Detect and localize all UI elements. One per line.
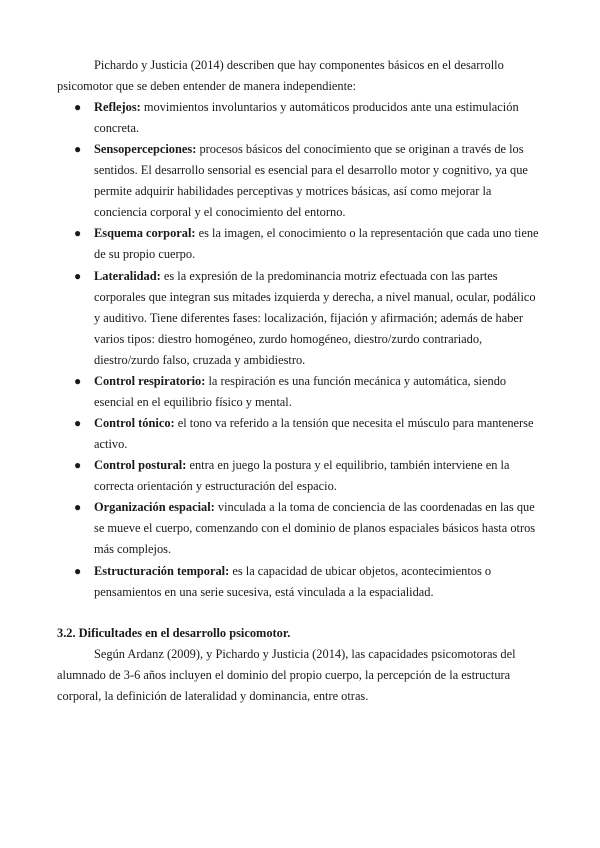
list-item-text: movimientos involuntarios y automáticos producidos ante una estimulación concreta.: [94, 100, 519, 135]
intro-paragraph: Pichardo y Justicia (2014) describen que hay componentes básicos en el desarrollo psicomotor que se deben entender de manera independiente:: [57, 58, 504, 93]
list-item-term: Control tónico:: [94, 415, 175, 430]
bullet-icon: ●: [74, 268, 82, 283]
list-item-term: Esquema corporal:: [94, 226, 196, 241]
bullet-icon: ●: [74, 415, 82, 430]
list-item: [57, 371, 544, 413]
list-item-term: Organización espacial:: [94, 500, 215, 515]
bullet-icon: ●: [74, 563, 82, 578]
section-paragraph: Según Ardanz (2009), y Pichardo y Justicia (2014), las capacidades psicomotoras del alumnado de 3-6 años incluyen el dominio del propio cuerpo, la percepción de la estructura corporal, la definición de lateralidad y dominancia, entre otras.: [57, 646, 516, 703]
components-list: [57, 97, 544, 603]
bullet-icon: ●: [74, 226, 82, 241]
list-item-term: Control respiratorio:: [94, 373, 206, 388]
list-item: [57, 561, 544, 603]
list-item-text: procesos básicos del conocimiento que se originan a través de los sentidos. El desarrollo sensorial es esencial para el desarrollo motor y cognitivo, ya que permite adquirir habilidades perceptivas y motrices básicas, así como mejorar la conciencia corporal y el conocimiento del entorno.: [94, 142, 528, 220]
list-item-term: Estructuración temporal:: [94, 563, 230, 578]
list-item-text: vinculada a la toma de conciencia de las coordenadas en las que se mueve el cuerpo, comenzando con el dominio de planos espaciales básicos hasta otros más complejos.: [94, 500, 536, 557]
document-page: [57, 55, 544, 707]
list-item-text: entra en juego la postura y el equilibrio, también interviene en la correcta orientación y estructuración del espacio.: [94, 458, 510, 494]
list-item: [57, 266, 544, 371]
bullet-icon: ●: [74, 373, 82, 388]
list-item: [57, 139, 544, 223]
list-item: [57, 223, 544, 265]
list-item-term: Control postural:: [94, 458, 187, 473]
section-heading: 3.2. Dificultades en el desarrollo psicomotor.: [57, 625, 291, 640]
list-item: [57, 497, 544, 560]
list-item-term: Lateralidad:: [94, 268, 161, 283]
list-item-text: la respiración es una función mecánica y automática, siendo esencial en el equilibrio físico y mental.: [94, 373, 507, 409]
list-item-text: el tono va referido a la tensión que necesita el músculo para mantenerse activo.: [94, 415, 534, 451]
list-item-text: es la imagen, el conocimiento o la representación que cada uno tiene de su propio cuerpo.: [94, 226, 539, 262]
list-item-text: es la expresión de la predominancia motriz efectuada con las partes corporales que integran sus mitades izquierda y derecha, a nivel manual, ocular, podálico y auditivo. Tiene diferentes fases: localización, fijación y afirmación; además de haber varios tipos: diestro homogéneo, zurdo homogéneo, diestro/zurdo contrariado, diestro/zurdo falso, cruzada y ambidiestro.: [94, 268, 536, 367]
list-item: [57, 413, 544, 455]
list-item: [57, 97, 544, 139]
list-item-text: es la capacidad de ubicar objetos, acontecimientos o pensamientos en una serie sucesiva, está vinculada a la espacialidad.: [94, 563, 492, 599]
list-item-term: Sensopercepciones:: [94, 142, 197, 157]
bullet-icon: ●: [74, 100, 82, 114]
bullet-icon: ●: [74, 142, 82, 157]
bullet-icon: ●: [74, 500, 82, 515]
list-item-term: Reflejos:: [94, 100, 141, 114]
list-item: [57, 455, 544, 497]
bullet-icon: ●: [74, 458, 82, 473]
